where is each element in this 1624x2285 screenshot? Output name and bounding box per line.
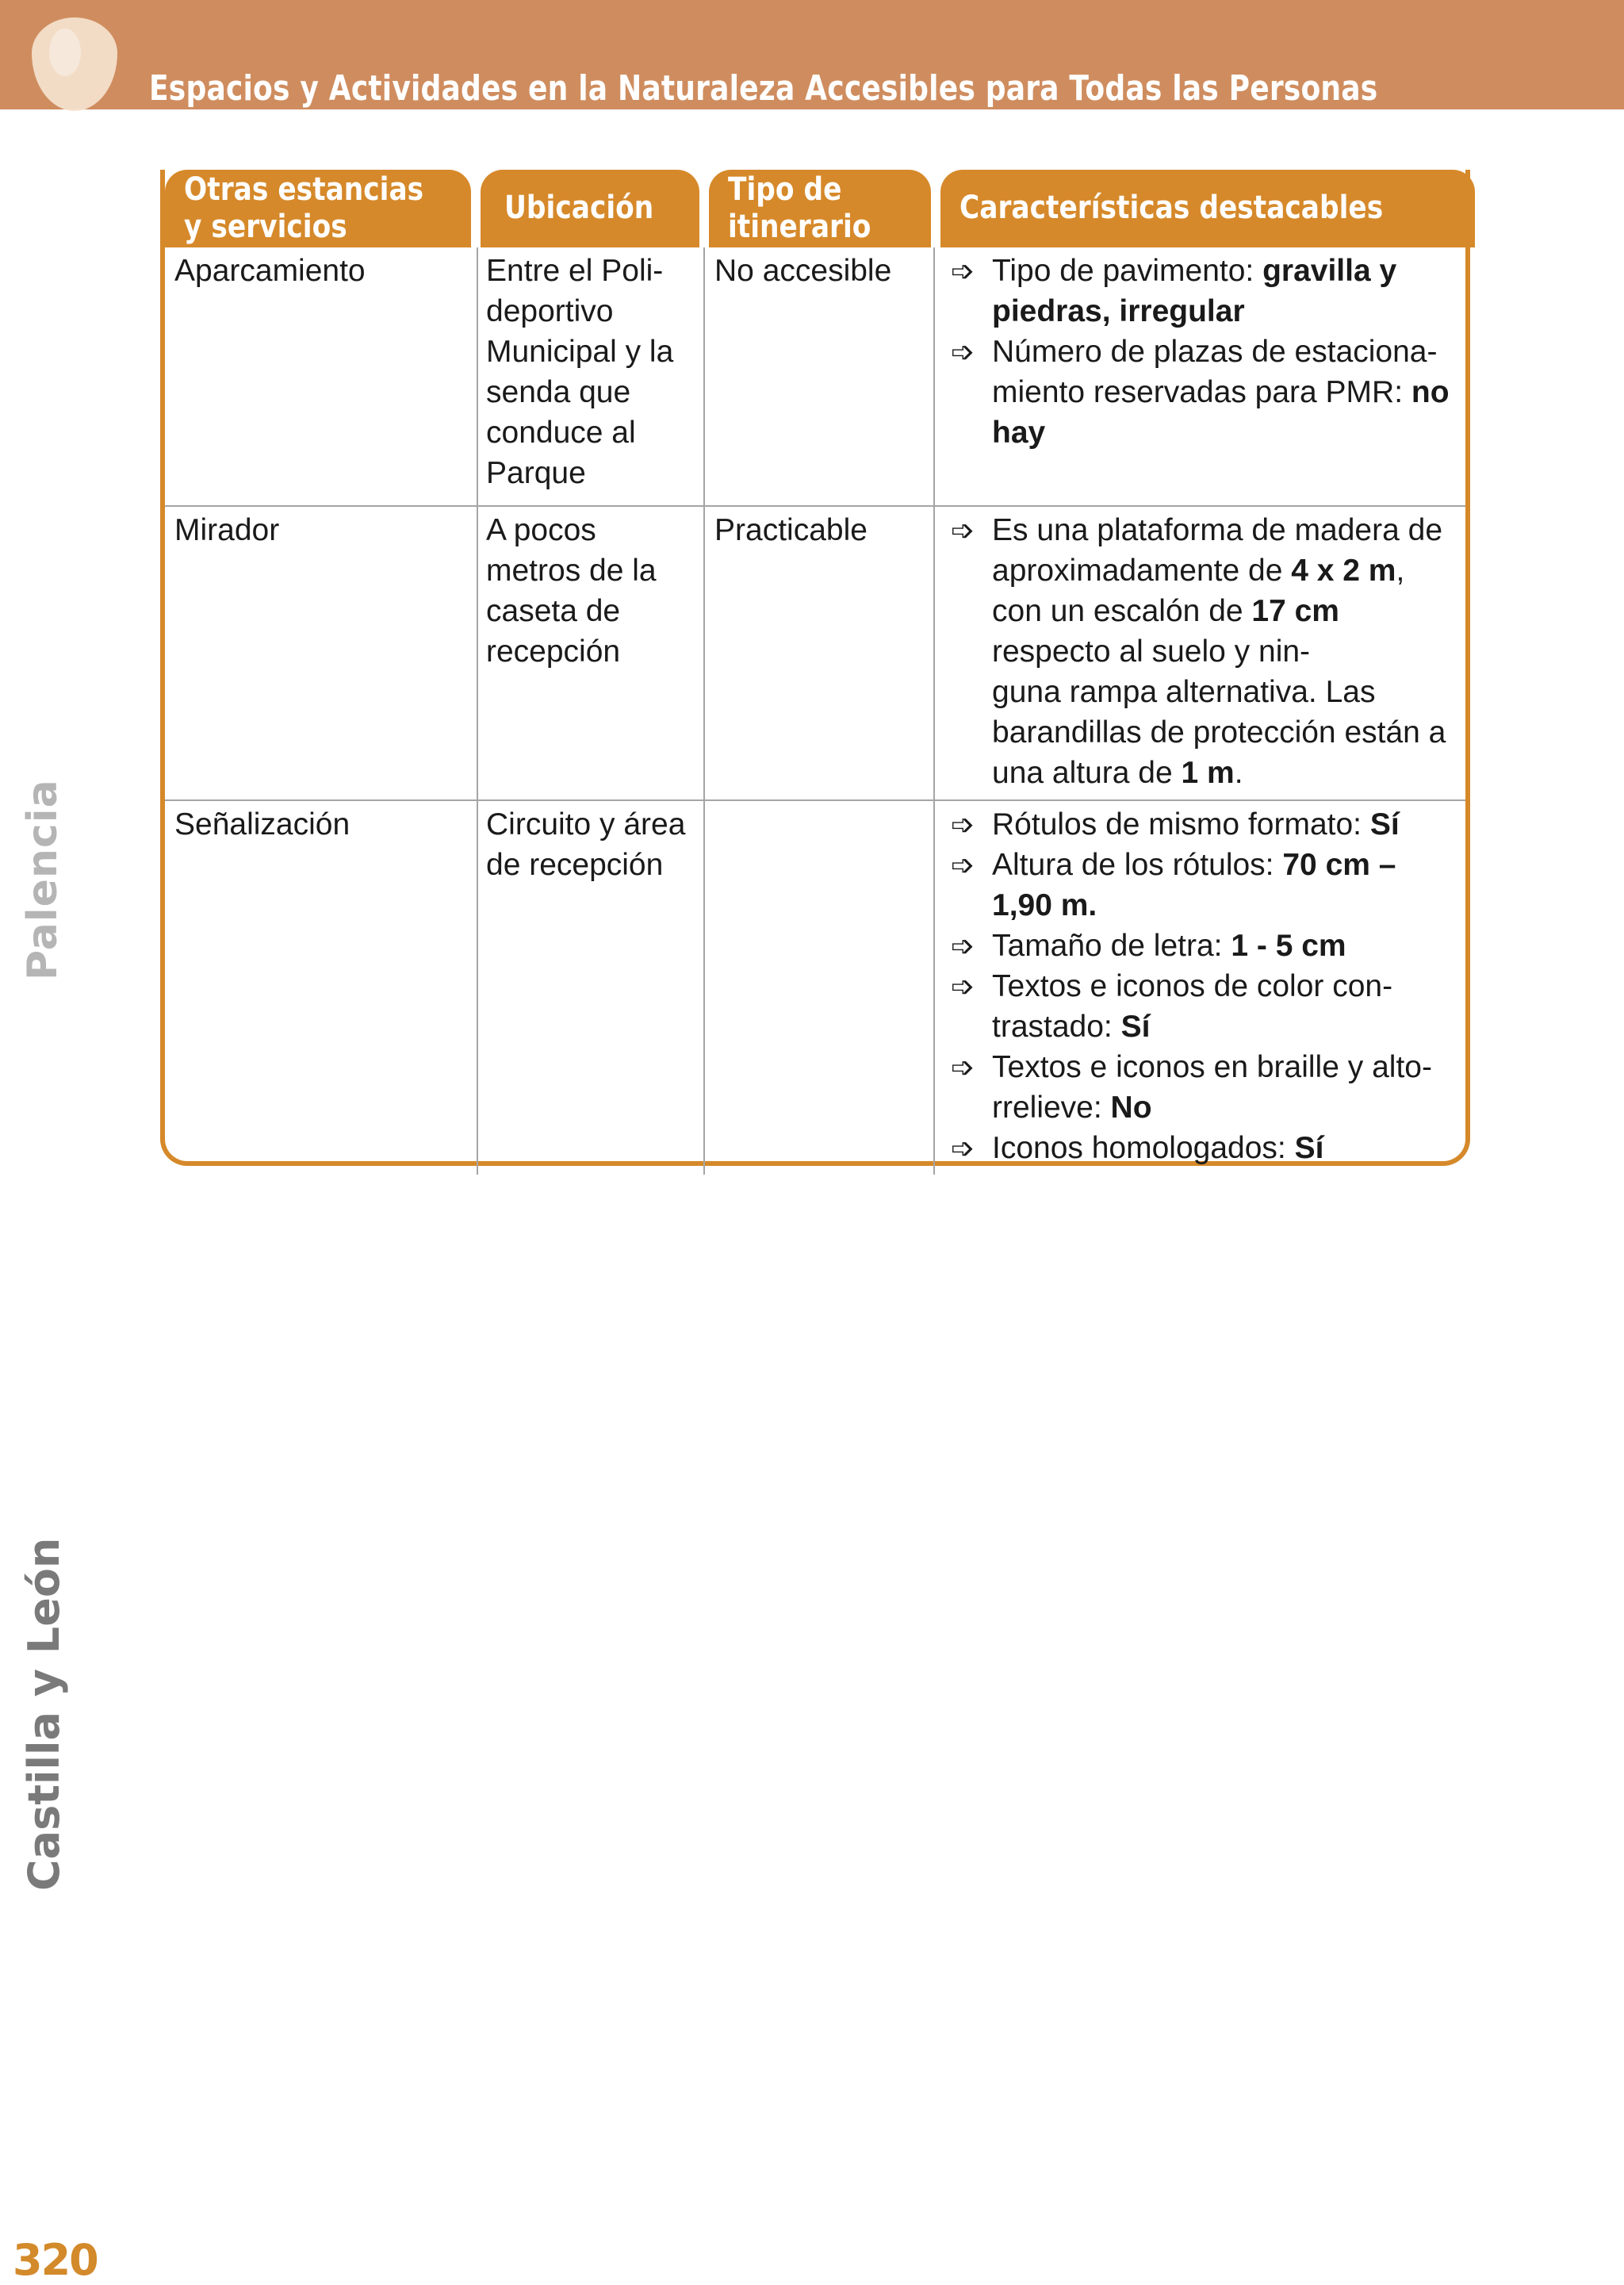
feature-text: respecto al suelo y nin- guna rampa alternativa. Las barandillas de protección están a una altura de [992,635,1446,790]
arrow-right-icon: ➩ [951,255,975,287]
column-header-label: Otras estancias y servicios [184,171,424,245]
feature-value: no hay [992,375,1450,450]
arrow-right-icon: ➩ [951,1051,975,1083]
column-header-label: Ubicación [504,190,654,227]
row-route-type-cell: Practicable [704,506,934,800]
feature-value: 4 x 2 m [1291,554,1396,588]
feature-text: Tamaño de letra: [992,929,1231,963]
table-row [165,506,1465,800]
row-location-cell: Circuito y área de recepción [477,800,704,1175]
feature-value: 1 m [1181,756,1235,790]
feature-text: Número de plazas de estaciona- miento reservadas para PMR: [992,335,1438,409]
accessibility-table [160,170,1470,1166]
column-header-features [940,170,1475,247]
feature-value: 70 cm – 1,90 m. [992,848,1396,922]
column-header-label: Características destacables [959,190,1384,227]
row-name-cell: Aparcamiento [165,247,477,506]
feature-item [943,804,1457,845]
page-header-title: Espacios y Actividades en la Naturaleza Accesibles para Todas las Personas [149,68,1378,109]
feature-item [943,845,1457,926]
header-band [0,0,1624,109]
table-row [165,800,1465,1175]
arrow-right-icon: ➩ [951,970,975,1003]
feature-text: Altura de los rótulos: [992,848,1283,882]
arrow-right-icon: ➩ [951,849,975,881]
column-header-route-type [709,170,931,247]
feature-text: Iconos homologados: [992,1131,1295,1165]
features-list [943,510,1457,793]
arrow-right-icon: ➩ [951,1132,975,1164]
sidebar-province-label: Palencia [19,779,67,980]
column-header-label: Tipo de itinerario [728,171,871,245]
feature-value: 17 cm [1251,594,1339,628]
row-features-cell [934,800,1465,1175]
feature-value: Sí [1294,1131,1324,1165]
arrow-right-icon: ➩ [951,514,975,546]
arrow-right-icon: ➩ [951,335,975,368]
row-name-cell: Señalización [165,800,477,1175]
row-location-cell: Entre el Poli- deportivo Municipal y la senda que conduce al Parque [477,247,704,506]
table-row [165,247,1465,506]
feature-value: Sí [1120,1010,1151,1044]
row-features-cell [934,247,1465,506]
feature-item [943,1047,1457,1128]
arrow-right-icon: ➩ [951,930,975,962]
feature-text: Rótulos de mismo formato: [992,807,1370,842]
sidebar-region-label: Castilla y León [19,1537,69,1891]
feature-text: Tipo de pavimento: [992,254,1263,288]
row-features-cell [934,506,1465,800]
column-header-location [481,170,699,247]
row-name-cell: Mirador [165,506,477,800]
feature-text: Textos e iconos de color con- trastado: [992,969,1393,1044]
feature-item [943,332,1457,453]
row-location-cell: A pocos metros de la caseta de recepción [477,506,704,800]
row-route-type-cell [704,800,934,1175]
feature-value: gravilla y piedras, irregular [992,254,1397,328]
feature-item [943,966,1457,1047]
feature-value: 1 - 5 cm [1231,929,1346,963]
feature-item [943,926,1457,966]
feature-value: Sí [1369,807,1400,842]
feature-item [943,510,1457,793]
shield-logo-icon [32,17,117,111]
arrow-right-icon: ➩ [951,808,975,841]
feature-text: , con un escalón de [992,554,1405,628]
feature-item [943,1128,1457,1168]
feature-item [943,251,1457,332]
table-body [165,247,1465,1175]
feature-text: Es una plataforma de madera de aproximadamente de [992,513,1443,588]
features-list [943,804,1457,1168]
row-route-type-cell: No accesible [704,247,934,506]
feature-text: Textos e iconos en braille y alto- rrelieve: [992,1050,1432,1125]
column-header-services [165,170,471,247]
features-list [943,251,1457,453]
feature-value: No [1110,1091,1152,1125]
feature-text: . [1234,756,1243,790]
page-number: 320 [13,2235,98,2285]
